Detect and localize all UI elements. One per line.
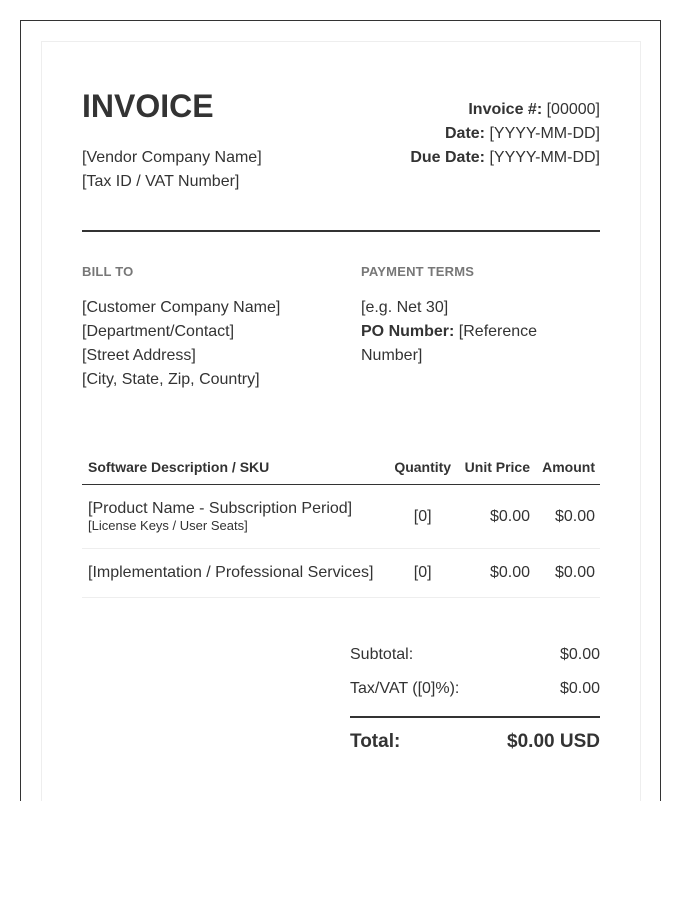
item-sub-description: [License Keys / User Seats]: [88, 518, 248, 533]
po-number-value-cont: Number]: [361, 347, 423, 364]
total-value: $0.00 USD: [507, 731, 600, 752]
vendor-tax-id: [Tax ID / VAT Number]: [82, 173, 240, 190]
table-header-row: [82, 450, 600, 485]
item-unit-price: $0.00: [457, 549, 535, 598]
header-divider: [82, 230, 600, 232]
due-date-label: Due Date:: [410, 149, 486, 166]
subtotal-row: [350, 646, 600, 664]
line-items-table: [82, 450, 600, 598]
invoice-meta: [410, 98, 600, 170]
payment-terms-details: [361, 296, 581, 368]
due-date-row: [410, 146, 600, 170]
bill-to-line: [City, State, Zip, Country]: [82, 371, 260, 388]
totals-divider: [350, 716, 600, 718]
bill-to-line: [Customer Company Name]: [82, 299, 281, 316]
subtotal-value: $0.00: [559, 646, 600, 663]
po-number-label: PO Number:: [361, 323, 455, 340]
vendor-name: [Vendor Company Name]: [82, 149, 262, 166]
invoice-number-label: Invoice #:: [468, 101, 543, 118]
column-header-unit-price: Unit Price: [457, 450, 535, 485]
tax-label: Tax/VAT ([0]%):: [350, 680, 460, 697]
subtotal-label: Subtotal:: [350, 646, 414, 663]
invoice-date-label: Date:: [445, 125, 486, 142]
item-description: [Product Name - Subscription Period]: [88, 500, 353, 517]
invoice-number-row: [410, 98, 600, 122]
item-quantity: [0]: [388, 549, 457, 598]
invoice-date-row: [410, 122, 600, 146]
item-amount: $0.00: [535, 485, 600, 549]
po-number-row: [361, 320, 581, 344]
po-number-value: [Reference: [458, 323, 538, 340]
column-header-quantity: Quantity: [388, 450, 457, 485]
item-amount: $0.00: [535, 549, 600, 598]
bill-to-line: [Department/Contact]: [82, 323, 235, 340]
item-description: [Implementation / Professional Services]: [82, 549, 388, 598]
vendor-info: [82, 146, 262, 194]
total-row: [350, 731, 600, 753]
total-label: Total:: [350, 731, 401, 752]
column-header-description: Software Description / SKU: [82, 450, 388, 485]
item-description-cell: [82, 485, 388, 549]
tax-row: [350, 680, 600, 698]
due-date-value: [YYYY-MM-DD]: [489, 149, 600, 166]
invoice-title: INVOICE: [82, 88, 214, 124]
table-row: [82, 485, 600, 549]
invoice-number-value: [00000]: [546, 101, 600, 118]
table-row: [82, 549, 600, 598]
payment-terms-value: [e.g. Net 30]: [361, 299, 449, 316]
item-unit-price: $0.00: [457, 485, 535, 549]
bill-to-address: [82, 296, 280, 392]
bill-to-line: [Street Address]: [82, 347, 196, 364]
item-quantity: [0]: [388, 485, 457, 549]
bill-to-heading: BILL TO: [82, 264, 134, 279]
payment-terms-heading: PAYMENT TERMS: [361, 264, 475, 279]
tax-value: $0.00: [559, 680, 600, 697]
column-header-amount: Amount: [535, 450, 600, 485]
invoice-date-value: [YYYY-MM-DD]: [489, 125, 600, 142]
